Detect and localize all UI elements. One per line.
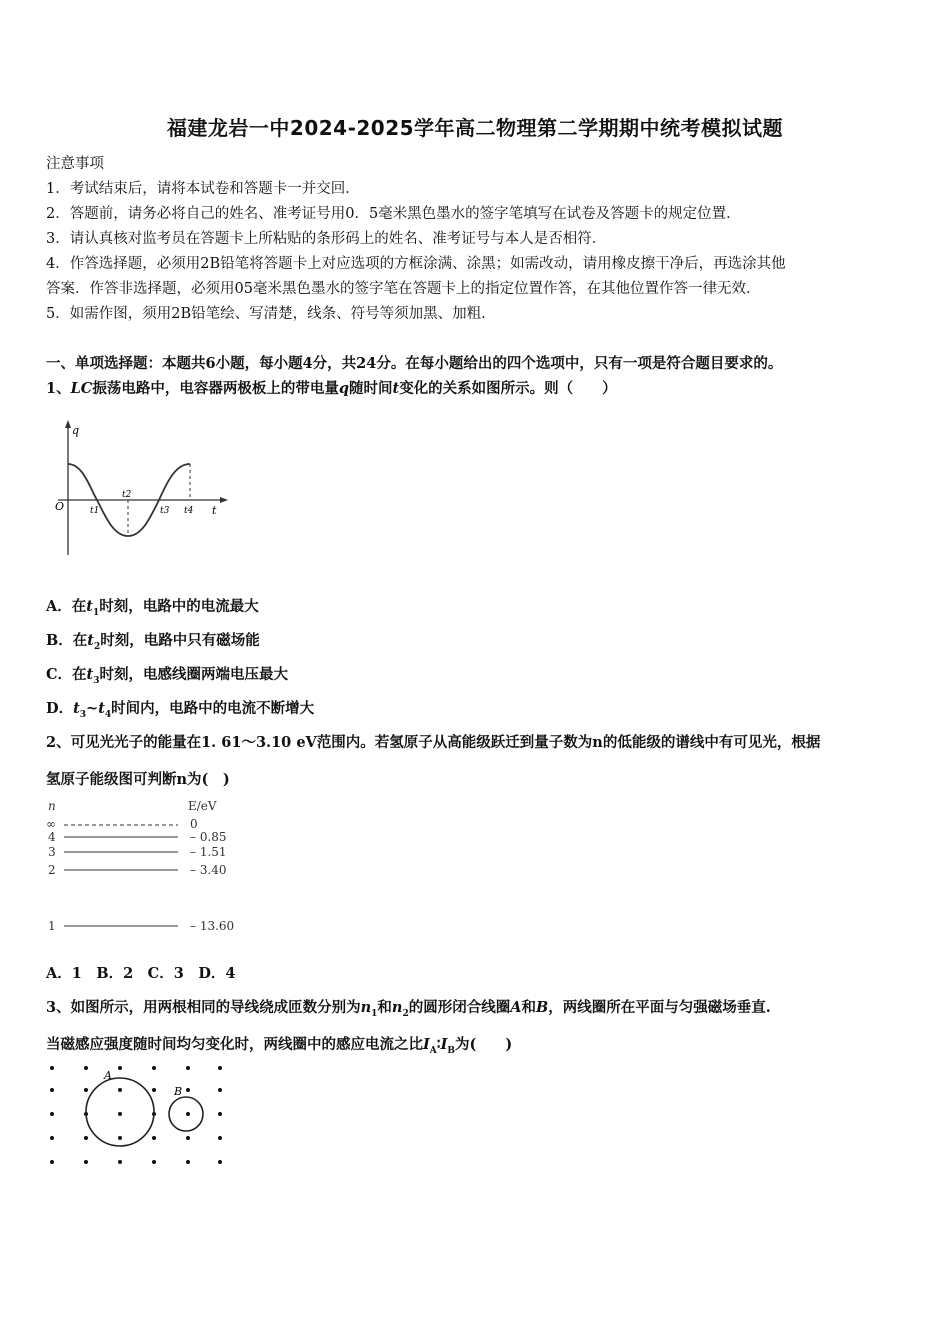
t3-label: t3 (160, 506, 170, 516)
energy-level-diagram (44, 796, 244, 938)
q1-option-d[interactable]: D．$t_3\sim t_4$时间内，电路中的电流不断增大 (46, 700, 315, 720)
notice-heading: 注意事项 (46, 156, 104, 172)
q1-stem: 1、LC振荡电路中，电容器两极板上的带电量q随时间t变化的关系如图所示。则（ ） (46, 380, 617, 397)
level-1-e: – 13.60 (190, 919, 235, 933)
coil-b-label: B (174, 1085, 183, 1098)
level-4-n: 4 (48, 830, 56, 844)
n-label: n (48, 799, 56, 813)
section-heading: 一、单项选择题：本题共6小题，每小题4分，共24分。在每小题给出的四个选项中，只有一项是符合题目要求的。 (46, 355, 783, 372)
q1-option-b[interactable]: B．在$t_2$时刻，电路中只有磁场能 (46, 632, 260, 652)
page-title: 福建龙岩一中2024-2025学年高二物理第二学期期中统考模拟试题 (166, 116, 784, 140)
notice-item-2: 2．答题前，请务必将自己的姓名、准考证号用0．5毫米黑色墨水的签字笔填写在试卷及答题卡的规定位置． (46, 206, 741, 222)
q2-options[interactable]: A．1 B．2 C．3 D．4 (46, 965, 236, 982)
notice-item-3: 3．请认真核对监考员在答题卡上所粘贴的条形码上的姓名、准考证号与本人是否相符． (46, 231, 607, 247)
origin-label: O (55, 500, 65, 513)
coil-a-label: A (104, 1069, 112, 1082)
q3-stem-line1: 3、如图所示，用两根相同的导线绕成匝数分别为$n_1$和$n_2$的圆形闭合线圈A和B，两线圈所在平面与匀强磁场垂直. (46, 999, 771, 1019)
t1-label: t1 (90, 506, 100, 516)
q2-stem-line1: 2、可见光光子的能量在1. 61～3.10 eV范围内。若氢原子从高能级跃迁到量子数为n的低能级的谱线中有可见光，根据 (46, 734, 821, 751)
notice-item-1: 1．考试结束后，请将本试卷和答题卡一并交回． (46, 181, 360, 197)
t4-label: t4 (184, 506, 194, 516)
t2-label: t2 (122, 490, 132, 500)
magnetic-field-coils-figure (40, 1058, 240, 1176)
q1-option-a[interactable]: A．在$t_1$时刻，电路中的电流最大 (46, 598, 259, 618)
notice-item-4: 4．作答选择题，必须用2B铅笔将答题卡上对应选项的方框涂满、涂黑；如需改动，请用橡皮擦干净后，再选涂其他 (46, 256, 786, 272)
level-3-n: 3 (48, 845, 56, 859)
level-inf-e: 0 (190, 817, 198, 831)
level-2-n: 2 (48, 863, 56, 877)
level-4-e: – 0.85 (190, 830, 227, 844)
q-axis-label: q (72, 424, 80, 437)
magnetic-field-dots (50, 1066, 222, 1164)
q3-stem-line2: 当磁感应强度随时间均匀变化时，两线圈中的感应电流之比$I_A∶I_B$为( ) (46, 1036, 513, 1056)
t-axis-label: t (212, 504, 217, 517)
energy-unit-label: E/eV (188, 799, 217, 813)
level-2-e: – 3.40 (190, 863, 227, 877)
notice-item-5: 5．如需作图，须用2B铅笔绘、写清楚，线条、符号等须加黑、加粗． (46, 306, 496, 322)
level-inf-n: ∞ (46, 817, 56, 831)
q1-lc-graph (48, 418, 233, 563)
q2-stem-line2: 氢原子能级图可判断n为( ) (46, 771, 230, 788)
q1-option-c[interactable]: C．在$t_3$时刻，电感线圈两端电压最大 (46, 666, 289, 686)
level-3-e: – 1.51 (190, 845, 227, 859)
notice-item-4-cont: 答案．作答非选择题，必须用05毫米黑色墨水的签字笔在答题卡上的指定位置作答，在其他位置作答一律无效． (46, 281, 761, 297)
level-1-n: 1 (48, 919, 56, 933)
